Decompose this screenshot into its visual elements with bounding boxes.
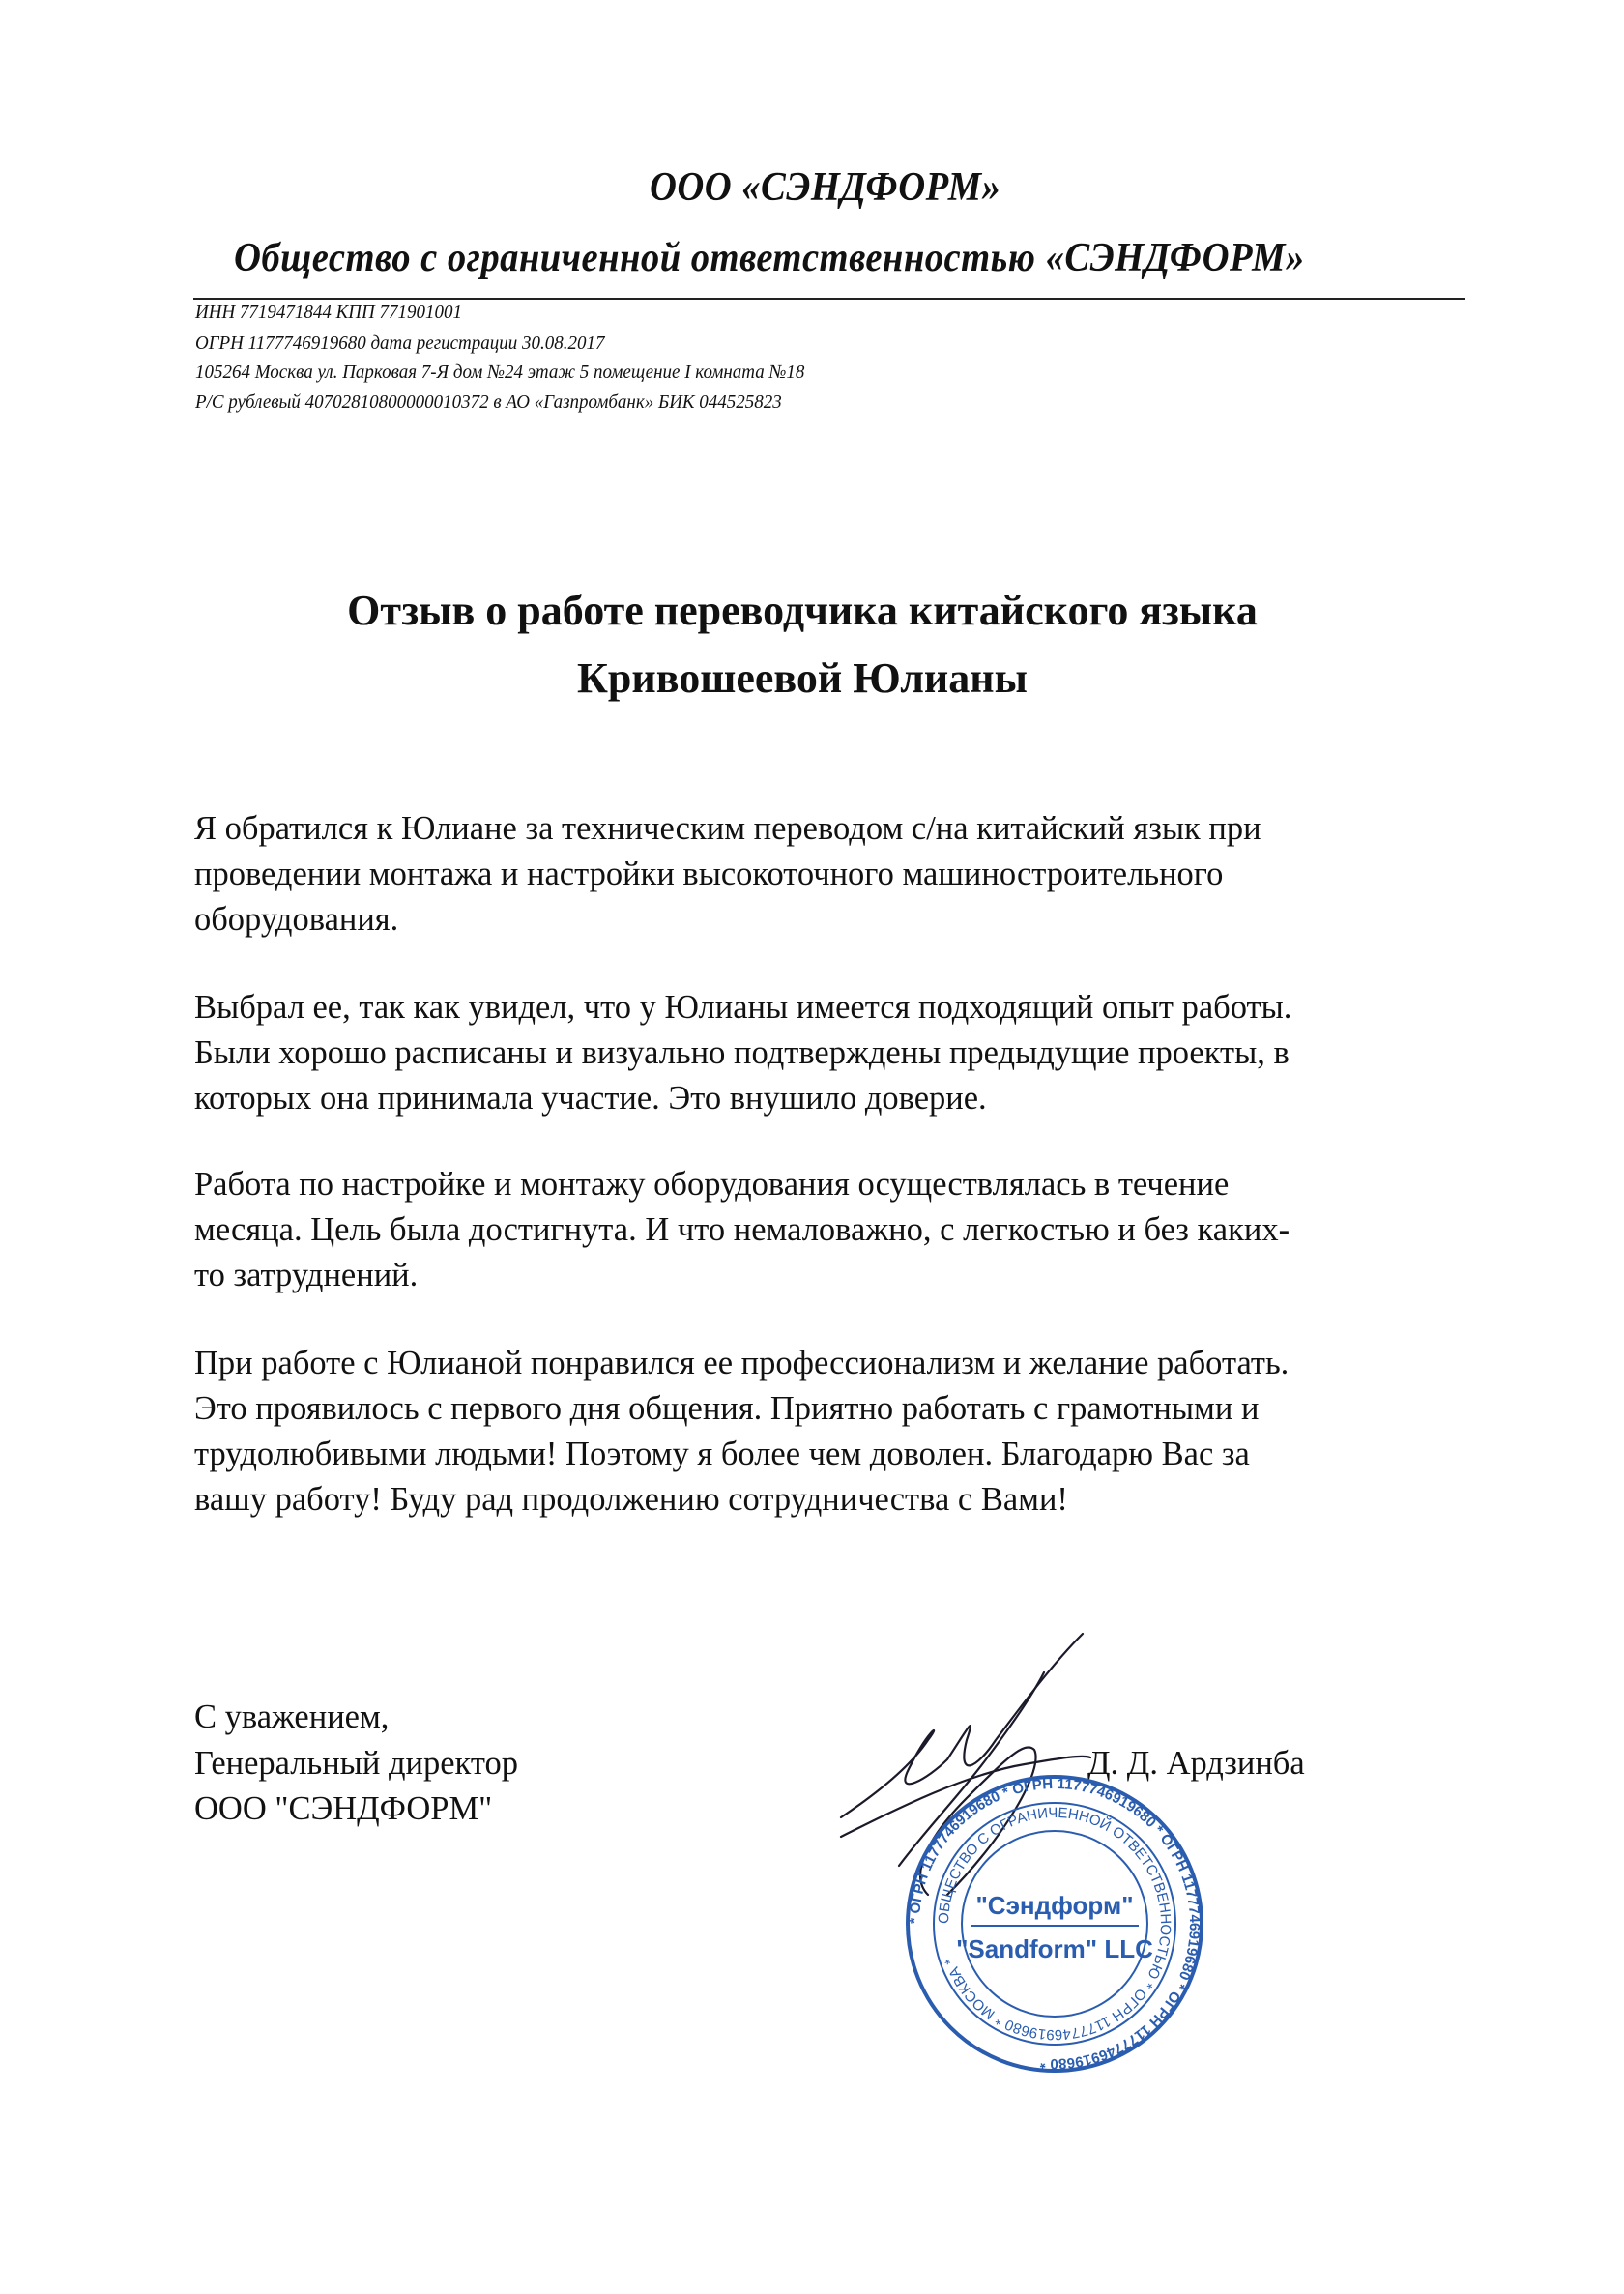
title-line-2: Кривошеевой Юлианы: [577, 654, 1028, 702]
paragraph-4-line: Это проявилось с первого дня общения. Приятно работать с грамотными и: [194, 1390, 1260, 1427]
stamp-inner-text: ОБЩЕСТВО С ОГРАНИЧЕННОЙ ОТВЕТСТВЕННОСТЬЮ * ОГРН 1177746919680 * МОСКВА *: [935, 1804, 1174, 2044]
title-line-1: Отзыв о работе переводчика китайского языка: [347, 587, 1258, 634]
company-full-name: Общество с ограниченной ответственностью «СЭНДФОРМ»: [234, 236, 1305, 280]
closing-salutation: С уважением,: [194, 1699, 390, 1735]
paragraph-3-line: Работа по настройке и монтажу оборудования осуществлялась в течение: [194, 1166, 1230, 1203]
paragraph-2-line: Выбрал ее, так как увидел, что у Юлианы имеется подходящий опыт работы.: [194, 989, 1292, 1026]
paragraph-4-line: вашу работу! Буду рад продолжению сотрудничества с Вами!: [194, 1481, 1068, 1518]
paragraph-4-line: При работе с Юлианой понравился ее профессионализм и желание работать.: [194, 1345, 1290, 1381]
company-short-name: ООО «СЭНДФОРМ»: [650, 165, 1001, 210]
paragraph-2-line: Были хорошо расписаны и визуально подтверждены предыдущие проекты, в: [194, 1034, 1290, 1071]
closing-position: Генеральный директор: [194, 1745, 518, 1782]
signatory-name: Д. Д. Ардзинба: [1088, 1745, 1305, 1782]
requisite-inn: ИНН 7719471844 КПП 771901001: [195, 302, 462, 323]
company-seal: [907, 1776, 1203, 2072]
requisite-bank: Р/С рублевый 40702810800000010372 в АО «Газпромбанк» БИК 044525823: [195, 392, 782, 413]
paragraph-3-line: то затруднений.: [194, 1257, 419, 1293]
stamp-center-en: "Sandform" LLC: [956, 1934, 1153, 1963]
paragraph-3-line: месяца. Цель была достигнута. И что немаловажно, с легкостью и без каких-: [194, 1211, 1290, 1248]
requisite-address: 105264 Москва ул. Парковая 7-Я дом №24 этаж 5 помещение I комната №18: [195, 362, 805, 383]
paragraph-1-line: проведении монтажа и настройки высокоточного машиностроительного: [194, 856, 1224, 892]
stamp-outer-text: * ОГРН 1177746919680 * ОГРН 1177746919680 * ОГРН 1177746919680 * ОГРН 1177746919680 *: [906, 1775, 1204, 2073]
closing-company: ООО "СЭНДФОРМ": [194, 1790, 493, 1827]
paragraph-2-line: которых она принимала участие. Это внушило доверие.: [194, 1080, 987, 1117]
requisite-ogrn: ОГРН 1177746919680 дата регистрации 30.08.2017: [195, 333, 605, 354]
paragraph-1-line: Я обратился к Юлиане за техническим переводом с/на китайский язык при: [194, 810, 1262, 847]
stamp-center-ru: "Сэндформ": [975, 1891, 1134, 1920]
paragraph-4-line: трудолюбивыми людьми! Поэтому я более чем доволен. Благодарю Вас за: [194, 1436, 1250, 1472]
paragraph-1-line: оборудования.: [194, 901, 399, 938]
